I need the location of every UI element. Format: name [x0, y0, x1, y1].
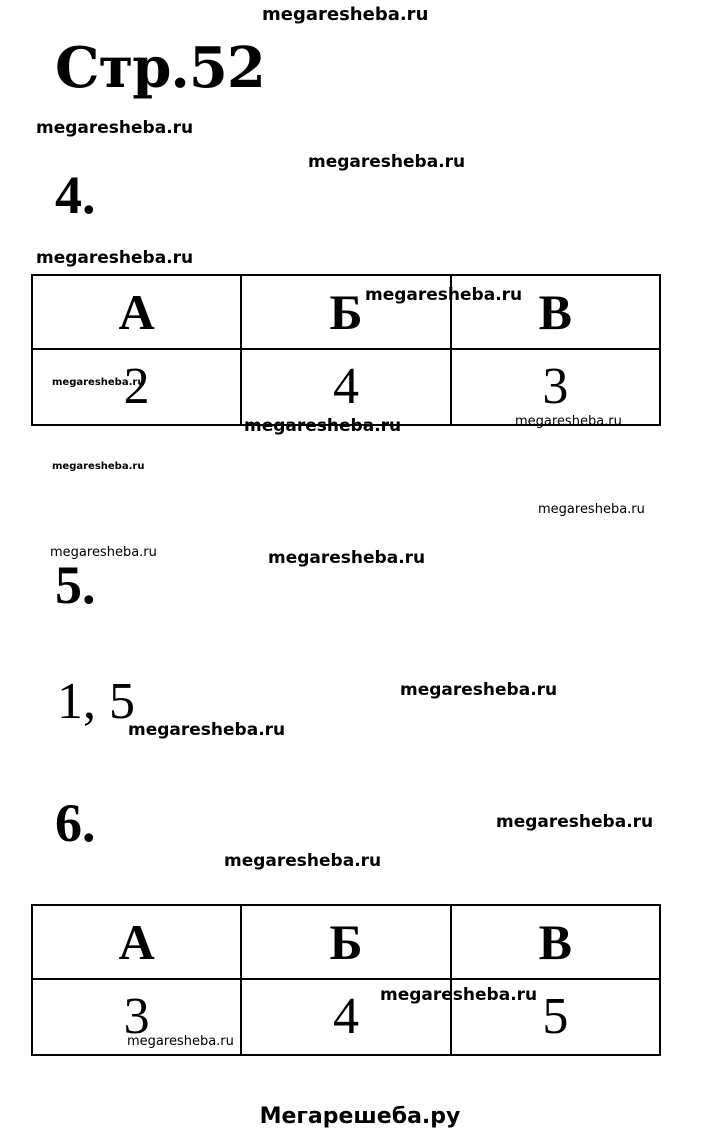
- watermark: megaresheba.ru: [515, 414, 622, 429]
- task-4-number: 4.: [55, 165, 96, 225]
- watermark: megaresheba.ru: [36, 248, 194, 268]
- page-title: Стр.52: [55, 35, 265, 101]
- watermark: megaresheba.ru: [50, 545, 157, 560]
- table-header-row: [32, 905, 660, 979]
- table-header-cell: Б: [241, 905, 450, 979]
- footer-brand: Мегарешеба.ру: [259, 1104, 461, 1129]
- task-5-number: 5.: [55, 555, 96, 615]
- task-6-number: 6.: [55, 793, 96, 853]
- watermark: megaresheba.ru: [268, 548, 426, 568]
- watermark: megaresheba.ru: [52, 377, 145, 388]
- task-4-answer-table: [31, 274, 661, 429]
- watermark: megaresheba.ru: [380, 985, 538, 1005]
- table-cell: 4: [241, 979, 450, 1055]
- table-cell: 2: [32, 349, 241, 425]
- table-cell: 3: [451, 349, 660, 425]
- table-cell: 4: [241, 349, 450, 425]
- table-cell: 3: [32, 979, 241, 1055]
- table-header-row: [32, 275, 660, 349]
- watermark: megaresheba.ru: [127, 1034, 234, 1049]
- header-watermark: megaresheba.ru: [262, 4, 429, 25]
- watermark: megaresheba.ru: [52, 461, 145, 472]
- watermark: megaresheba.ru: [224, 851, 382, 871]
- watermark: megaresheba.ru: [36, 118, 194, 138]
- task-6-answer-table: [31, 904, 661, 1056]
- table-cell: 5: [451, 979, 660, 1055]
- table-header-cell: В: [451, 275, 660, 349]
- watermark: megaresheba.ru: [365, 285, 523, 305]
- task-5-answer: 1, 5: [57, 673, 135, 730]
- table-header-cell: А: [32, 905, 241, 979]
- watermark: megaresheba.ru: [538, 502, 645, 517]
- watermark: megaresheba.ru: [128, 720, 286, 740]
- table-header-cell: А: [32, 275, 241, 349]
- table-header-cell: Б: [241, 275, 450, 349]
- watermark: megaresheba.ru: [244, 416, 402, 436]
- table-header-cell: В: [451, 905, 660, 979]
- watermark: megaresheba.ru: [496, 812, 654, 832]
- watermark: megaresheba.ru: [308, 152, 466, 172]
- watermark: megaresheba.ru: [400, 680, 558, 700]
